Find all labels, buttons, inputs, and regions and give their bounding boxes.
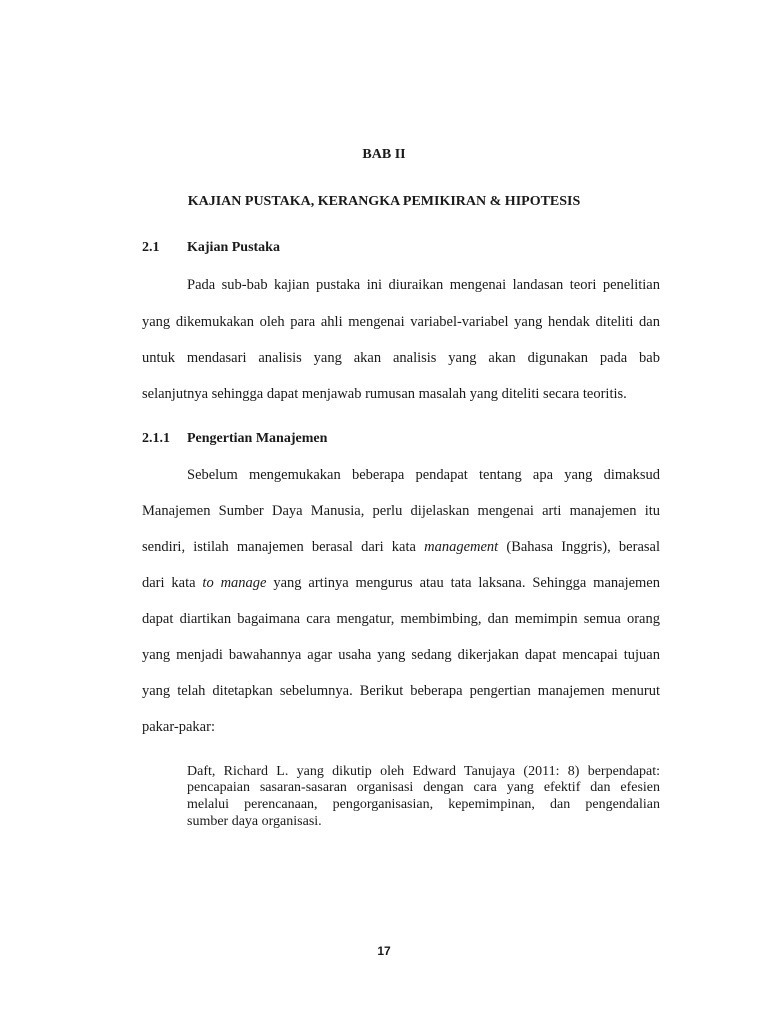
paragraph-line: Manajemen Sumber Daya Manusia, perlu dijelaskan mengenai arti manajemen itu: [142, 503, 660, 519]
paragraph-line: dapat diartikan bagaimana cara mengatur, membimbing, dan memimpin semua orang: [142, 611, 660, 627]
section-number: 2.1: [142, 240, 160, 255]
text-run: (Bahasa Inggris), berasal: [498, 539, 660, 555]
subsection-number: 2.1.1: [142, 431, 170, 446]
paragraph-line: yang telah ditetapkan sebelumnya. Berikut beberapa pengertian manajemen menurut: [142, 683, 660, 699]
quote-line: sumber daya organisasi.: [187, 814, 322, 829]
italic-term: management: [424, 539, 499, 555]
paragraph-line: [142, 574, 660, 592]
paragraph-line: yang menjadi bawahannya agar usaha yang sedang dikerjakan dapat mencapai tujuan: [142, 647, 660, 663]
paragraph-line: [142, 538, 660, 556]
quote-line: pencapaian sasaran-sasaran organisasi dengan cara yang efektif dan efesien: [187, 780, 660, 795]
quote-line: Daft, Richard L. yang dikutip oleh Edward Tanujaya (2011: 8) berpendapat:: [187, 764, 660, 779]
text-run: sendiri, istilah manajemen berasal dari kata: [142, 539, 425, 555]
page-number: 17: [377, 944, 391, 958]
paragraph-line: untuk mendasari analisis yang akan analisis yang akan digunakan pada bab: [142, 350, 660, 366]
paragraph-line: pakar-pakar:: [142, 719, 215, 735]
chapter-subtitle: KAJIAN PUSTAKA, KERANGKA PEMIKIRAN & HIPOTESIS: [187, 194, 581, 209]
paragraph-line: Sebelum mengemukakan beberapa pendapat tentang apa yang dimaksud: [187, 467, 660, 483]
subsection-title: Pengertian Manajemen: [187, 431, 328, 446]
quote-line: melalui perencanaan, pengorganisasian, kepemimpinan, dan pengendalian: [187, 797, 660, 812]
paragraph-line: selanjutnya sehingga dapat menjawab rumusan masalah yang diteliti secara teoritis.: [142, 386, 627, 402]
section-title: Kajian Pustaka: [187, 240, 280, 255]
paragraph-line: Pada sub-bab kajian pustaka ini diuraikan mengenai landasan teori penelitian: [187, 277, 660, 293]
text-run: yang artinya mengurus atau tata laksana. Sehingga manajemen: [266, 575, 660, 591]
paragraph-line: yang dikemukakan oleh para ahli mengenai variabel-variabel yang hendak diteliti dan: [142, 314, 660, 330]
chapter-title: BAB II: [362, 147, 406, 162]
text-run: dari kata: [142, 575, 203, 591]
italic-term: to manage: [202, 575, 267, 591]
